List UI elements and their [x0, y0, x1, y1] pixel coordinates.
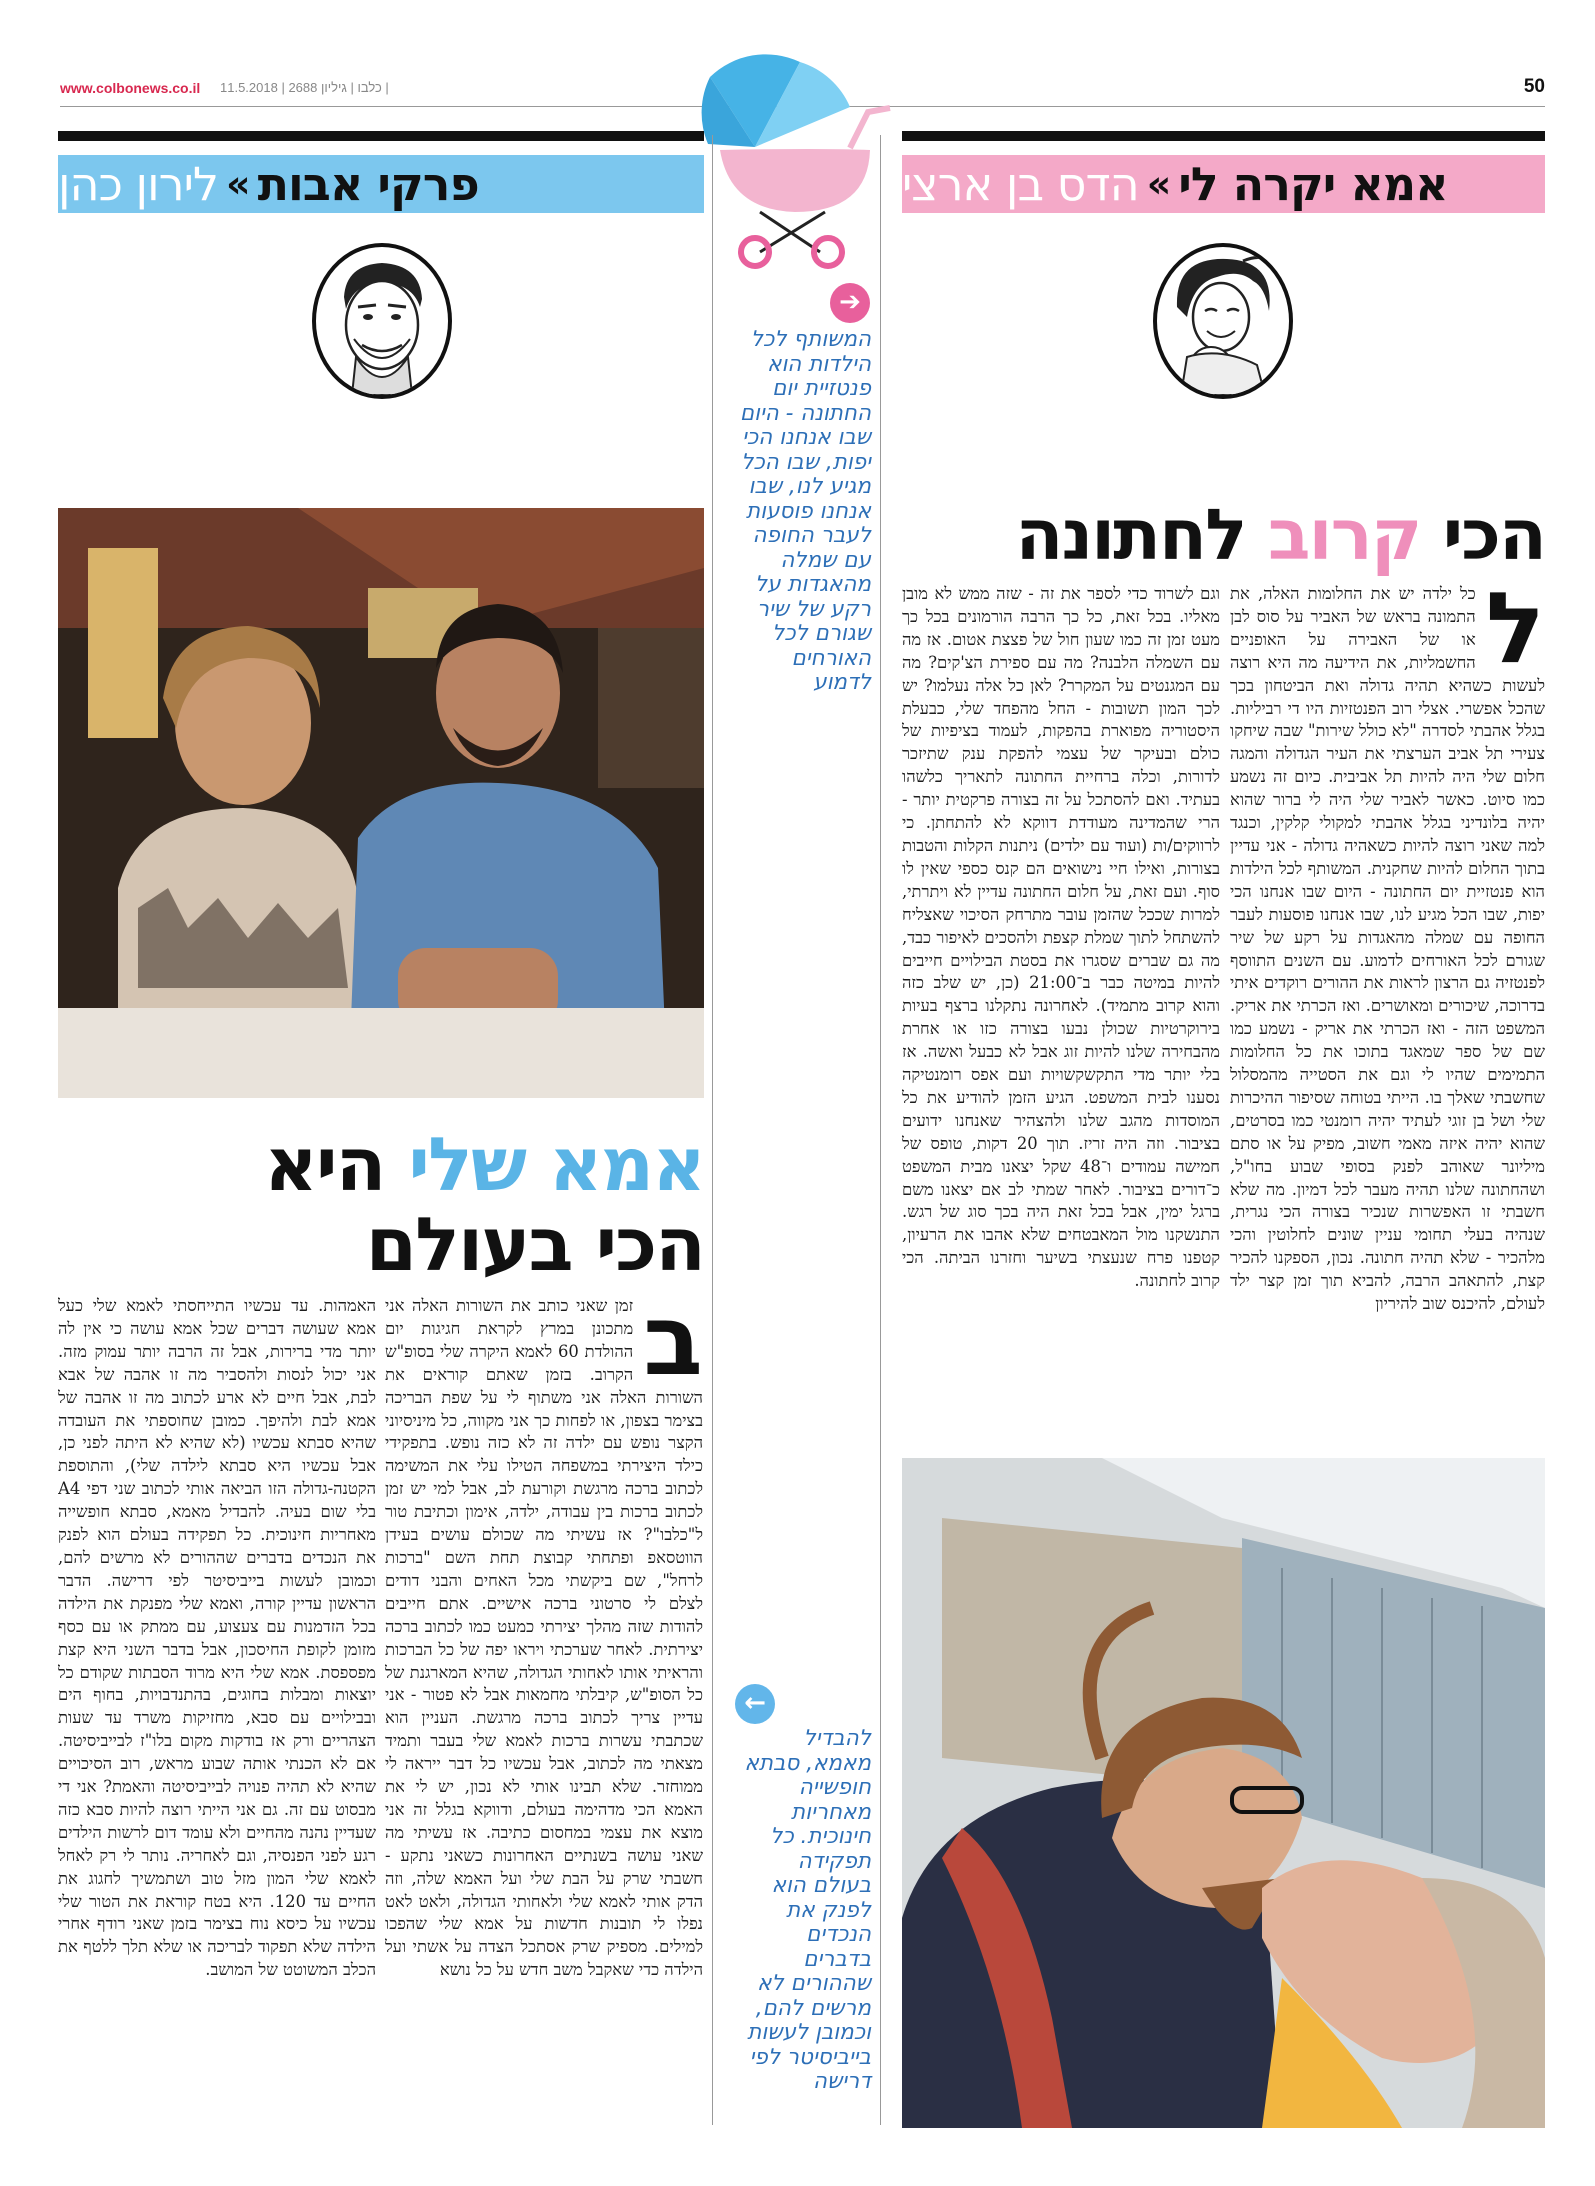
- right-header-topline: [902, 131, 1545, 141]
- author-name: הדס בן ארצי: [902, 157, 1139, 211]
- body-text: האמהות. עד עכשיו התייחסתי לאמא שלי כעל אמא שעושה דברים שכל אמא עושה כי אין לה יותר מדי ברירות, אבל זה הרבה יותר עמוק מזה. אני יכול לנסות ולהסביר מה זו אהבה של אבא לבת, אבל חיים לא ארע לכתוב מה זו אהבה של אמא לבת ולהיפך. כמובן שחוספתי את העובדה שהיא סבתא עכשיו (לא שהיא לא היתה לפני כן, אבל עכשיו היא סבתא לילדה שלי), והתוספת הקטנה-גדולה הזו הביאה אותי לכתוב שני דפי A4 בלי שום בעיה. להבדיל מאמא, סבתא חופשייה מאחריות חינוכית. כל תפקידה בעולם הוא לפנק את הנכדים בדברים שההורים לא מרשים להם, וכמובן לעשות בייביסיטר לפי דרישה. הדבר הראשון עדיין קורה, ואמא שלי מפנקת את הילדה בכל הזדמנות עם צעצוע, עם ממתק או עם כסף מזומן לקופת החיסכון, אבל בדבר השני היא קצת מפספסת. אמא שלי היא מרוד הסבתות שקודם כל יוצאות ומבלות בחוגים, בהתנדבויות, בחוף הים ובבילויים עם סבא, מחזיקות משרד עד שעות הצהריים ורק אז בודקות מקום בלו"ז לבייביסיטה. אם לא הכנתי אותה שבוע מראש, רוב הסיכויים שהיא לא תהיה פנויה לבייביסיטה והאמת? אני די מבסוט עם זה. גם אני הייתי רוצה להיות סבא כזה שעדיין נהנה מהחיים ולא עומד דום לרשות הילדים רגע לפני הפנסיה, וגם לאחריה. נותר לי רק לאחל לאמא שלי המון מזל טוב ושתמשיך לחגוג את החיים עד 120. היא בטח קוראת את הטור שלי עכשיו על כיסא נוח בצימר בזמן שאני רודף אחרי הילדה שלא תפקוד לבריכה או שלא תלך ללטף את הכלב המשוטט של המושב.: [58, 1296, 376, 1980]
- double-chevron-icon: »: [1146, 162, 1171, 206]
- left-column-header: [58, 155, 704, 213]
- mother-and-son-photo: [58, 508, 704, 1098]
- left-header-topline: [58, 131, 704, 141]
- right-article-col-left: [902, 583, 1220, 1441]
- column-rule-right: [880, 135, 881, 2125]
- dropcap: ב: [643, 1295, 703, 1398]
- body-text: זמן שאני כותב את השורות האלה אני מתכונן במרץ לקראת חגיגות יום ההולדת 60 לאמא היקרה שלי בסופ"ש הקרוב. בזמן שאתם קוראים את השורות האלה אני משתוף לי על שפת הבריכה בצימר בצפון, או לפחות כך אני מקווה, כל מיניסיוני הקצר נופש עם ילדה זה לא כזה נופש. בתפקידי כילד היצירתי במשפחה הטילו עלי את המשימה לכתוב ברכה מרגשת וקורעת לב, אבל למי יש זמן לכתוב ברכות בין עבודה, ילדה, אימון וכתיבת טור ל"כלבו"? אז עשיתי מה שכולם עושים בעידן הווטסאפ ופתחתי קבוצת תחת השם "ברכות לרחל", שם ביקשתי מכל האחים והבני דודים לצלם לי סרטוני ברכה אישיים. אתם חייבים להודות שזה מהלך יצירתי כמעט כמו לכתוב ברכה יצירתית. לאחר שערכתי ויראו יפה של כל הברכות והראיתי אותו לאחותי הגדולה, שהיא המארגנת של כל הסופ"ש, קיבלתי מחמאות אבל לא פטור - אני עדיין צריך לכתוב ברכה מרגשת. העניין הוא שכתבתי עשרות ברכות לאמא שלי בעבר ותמיד מצאתי מה לכתוב, אבל עכשיו כל דבר ייראה לי ממוחזר. שלא תבינו אותי לא נכון, יש לי את האמא הכי מדהימה בעולם, ודווקא בגלל זה אני מוצא את עצמי במחסום כתיבה. אז עשיתי מה שאני עושה בשנתיים האחרונות כשאני נתקע - חשבתי שרק על הבת שלי ועל האמא שלה, וזה הדק אותי לאמא שלי ולאחותי הגדולה, ולאט לאט נפלו לי תובנות חדשות על אמא שלי שהפכו למילים. מספיק שרק אסתכל הצדה על אשתי ועל הילדה כדי שאקבל משב חדש על כל נושא: [385, 1296, 703, 1980]
- title-dark-part: הכי: [1442, 494, 1545, 576]
- arrow-right-icon: ➔: [830, 283, 870, 323]
- arrow-left-icon: ←: [735, 1684, 775, 1724]
- title-pink-part: קרוב: [1267, 494, 1421, 576]
- body-text: כל ילדה יש את החלומות האלה, את התמונה בראש של האביר על סוס לבן או של האבירה על האופניים החשמליות, את הידיעה מה היא רוצה לעשות כשהיא תהיה גדולה ואת הביטחון בכך שהכל אפשרי. אצלי רוב הפנטזיות היו די רביליות. בגלל אהבתי לסדרה "לא כולל שירות" שבה שיחקו צעירי תל אביב הערצתי את העיר הגדולה והמגה חלום שלי היה להיות תל אביבית. כיום זה נשמע כמו סיוט. כאשר לאביר שלי היה לי ברור שהוא יהיה בלונדיני בגלל אהבתי למקולי קלקין, וכנגד למה שאני רוצה להיות כשאהיה גדולה - אני עדיין בתוך החלום להיות שחקנית. המשותף לכל הילדות הוא פנטזיית יום החתונה - היום שבו אנחנו הכי יפות, שבו הכל מגיע לנו, שבו אנחנו פוסעות לעבר החופה עם שמלה מהאגדות על רקע של שיר שגורם לכל האורחים לדמוע. עם השנים התווסף לפנטזיה גם הרצון לראות את ההורים רוקדים איתי בדרוכה, שיכורים ומאושרים. ואז הכרתי את אריק. המשפט הזה - ואז הכרתי את אריק - נשמע כמו שם של ספר שמאגד בתוכו את כל החלומות התמימים שהיו לי וגם את הסטייה מהמסלול שחשבתי שאלך בו. הייתי בטוחה שסיפור ההיכרות שלי ושל בן זוגי לעתיד יהיה רומנטי כמו בסרטים, שהוא יהיה איזה מאמי חשוב, מפיק על או סתם מיליונר שאוהב לפנק בסופי שבוע בחו"ל, ושהחתונה שלנו תהיה מעבר לכל דמיון. מה שלא חשבתי זו האפשרות שנכיר בצורה הכי נגרית, שנהיה בעלי תחומי עניין שונים לחלוטין והכי מלהכיר - שלא תהיה חתונה. נכון, הספקנו להכיר קצת, להתאהב הרבה, להביא תוך זמן קצר ילד לעולם, להיכנס שוב להיריון: [1230, 584, 1545, 1314]
- left-article-title: [58, 1122, 704, 1295]
- page-number: 50: [1523, 76, 1545, 97]
- title-dark-part: היא: [263, 1122, 385, 1208]
- title-line-1: [58, 1122, 704, 1208]
- column-rule-left: [712, 135, 713, 2125]
- title-blue-part: אמא שלי: [408, 1122, 704, 1208]
- stroller-logo: [700, 52, 900, 272]
- couple-kissing-photo: [902, 1458, 1545, 2128]
- author-caricature-hadas: [1153, 243, 1293, 399]
- author-name: לירון כהן: [58, 157, 218, 211]
- double-chevron-icon: »: [226, 162, 250, 206]
- column-label: אמא יקרה לי: [1178, 157, 1448, 211]
- left-article-col-right: [385, 1295, 703, 2125]
- pull-quote-bottom: להבדיל מאמא, סבתא חופשייה מאחריות חינוכית. כל תפקידה בעולם הוא לפנק את הנכדים בדברים שההורים לא מרשים להם, וכמובן לעשות בייביסיטר לפי דרישה: [744, 1726, 871, 2094]
- issue-info: | כלבו | גיליון 2688 | 11.5.2018: [220, 80, 389, 95]
- body-text: וגם לשרוד כדי לספר את זה - שזה ממש לא מובן מאליו. בכל זאת, כל כך הרבה הורמונים בכל כך מעט זמן זה כמו שעון חול של פצצת אטום. אז מה עם השמלה הלבנה? מה עם ספירת הצ'קים? מה עם המגנטים על המקרר? לאן כל אלה נעלמו? יש לכך המון תשובות - החל מהפחד שלי, כבעלת היסטוריה מפוארת בהפקות, לעמוד בציפיות של כולם ובעיקר של עצמי להפקת ענק שתיזכר לדורות, וכלה ברחיית החתונה לתאריך כלשהו בעתיד. ואם להסתכל על זה בצורה פרקטית יותר - הרי שהמדינה מעודדת דווקא לא להתחתן. כי לרווקים/ות (ועוד עם ילדים) ניתנות הקלות והטבות בצורות, ואילו חיי נישואים הם קנס כספי שאין לו סוף. ועם זאת, על חלום החתונה עדיין לא ויתרתי, למרות שככל שהזמן עובר מתרחק הסיכוי שאצליח להשתחל לתוך שמלת קצפת ולהסכים לאיפור כבד, מה גם שברים שסגרו את בסטת הבילויים חייבים להיות במיטה כבר ב־21:00 (כן, יש שלב כזה והוא קרוב מתמיד). לאחרונה נתקלנו ברצף בעיות בירוקרטיות שכולן נבעו בצורה כזו או אחרת מהבחירה שלנו להיות זוג אבל לא כבעל ואשה. אז בלי יותר מדי התקשקשויות ועם אפס רומנטיקה נסענו לבית המשפט. הגיע הזמן להודיע את כל המוסדות מהגב שלנו ולהצהיר שאנחנו ידועים בציבור. וזה היה זריז. תוך 20 דקות, טופס של חמישה עמודים ו־48 שקל יצאנו מבית המשפט כ־דורים בציבור. לאחר שמתי לב אם יצאנו משם ברגל ימין, אבל בכל זאת היה בכך סוג של רגש. התנשקנו מול המאבטחים שלא אהבו את הרעיון, קטפנו פרח שנעצתי בשיער וחזרנו הביתה. הכי קרוב לחתונה.: [902, 584, 1220, 1291]
- column-label: פרקי אבות: [257, 157, 479, 211]
- right-article-title: [902, 495, 1545, 575]
- right-article-col-right: [1230, 583, 1545, 1453]
- right-column-header: [902, 155, 1545, 213]
- author-caricature-liron: [312, 243, 452, 399]
- title-line-2: הכי בעולם: [365, 1202, 704, 1288]
- dropcap: ל: [1485, 583, 1545, 686]
- left-article-col-left: [58, 1295, 376, 2125]
- title-dark-part-2: לחתונה: [1015, 494, 1246, 576]
- site-url[interactable]: www.colbonews.co.il: [60, 80, 201, 96]
- pull-quote-top: המשותף לכל הילדות הוא פנטזיית יום החתונה - היום שבו אנחנו הכי יפות, שבו הכל מגיע לנו, שבו אנחנו פוסעות לעבר החופה עם שמלה מהאגדות על רקע של שיר שגורם לכל האורחים לדמוע: [739, 327, 871, 695]
